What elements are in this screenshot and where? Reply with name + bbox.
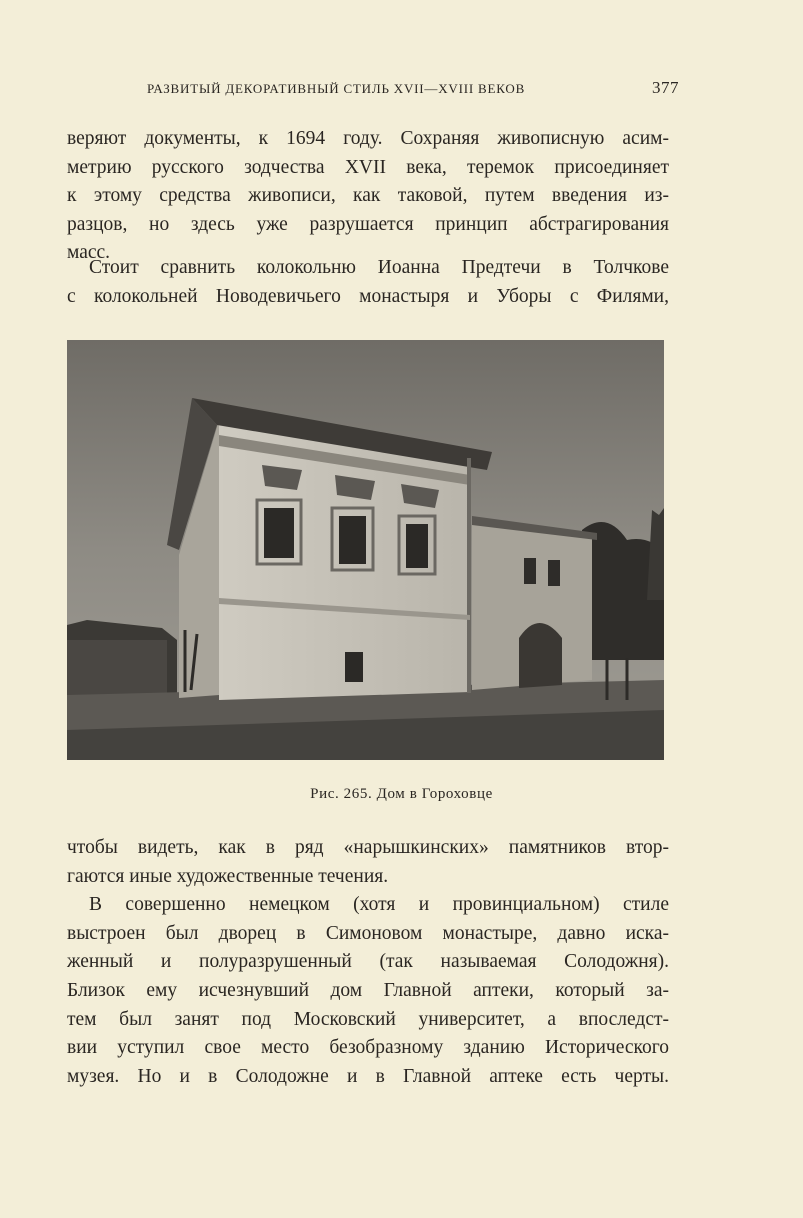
paragraph-2 [67,254,669,311]
text-line: музея. Но и в Солодожне и в Главной аптеке есть черты. [67,1065,669,1087]
figure-caption: Рис. 265. Дом в Гороховце [310,786,493,802]
paragraph-3 [67,834,669,1091]
text-line: разцов, но здесь уже разрушается принцип абстрагирования [67,213,669,235]
text-line: Близок ему исчезнувший дом Главной аптеки, который за- [67,979,669,1001]
text-line: гаются иные художественные течения. [67,865,389,887]
running-head-title: РАЗВИТЫЙ ДЕКОРАТИВНЫЙ СТИЛЬ XVII—XVIII ВЕКОВ [147,81,526,96]
text-line: женный и полуразрушенный (так называемая Солодожня). [67,951,669,973]
paragraph-1 [67,125,669,268]
text-line: В совершенно немецком (хотя и провинциальном) стиле [89,894,669,916]
text-line: с колокольней Новодевичьего монастыря и Уборы с Филями, [67,285,669,307]
figure-photo-house [67,340,664,760]
text-line: к этому средства живописи, как таковой, путем введения из- [67,185,669,207]
page-number: 377 [652,78,679,97]
text-line: чтобы видеть, как в ряд «нарышкинских» памятников втор- [67,837,669,858]
text-line: выстроен был дворец в Симоновом монастыре, давно иска- [67,922,669,944]
text-line: метрию русского зодчества XVII века, теремок присоединяет [67,156,669,178]
text-line: тем был занят под Московский университет, а впоследст- [67,1008,669,1030]
text-line: масс. [67,242,111,264]
text-line: Стоит сравнить колокольню Иоанна Предтечи в Толчкове [89,257,669,278]
house-photograph [67,340,664,760]
text-line: веряют документы, к 1694 году. Сохраняя живописную асим- [67,128,669,149]
running-head [147,78,679,100]
text-line: вии уступил свое место безобразному зданию Исторического [67,1037,669,1059]
